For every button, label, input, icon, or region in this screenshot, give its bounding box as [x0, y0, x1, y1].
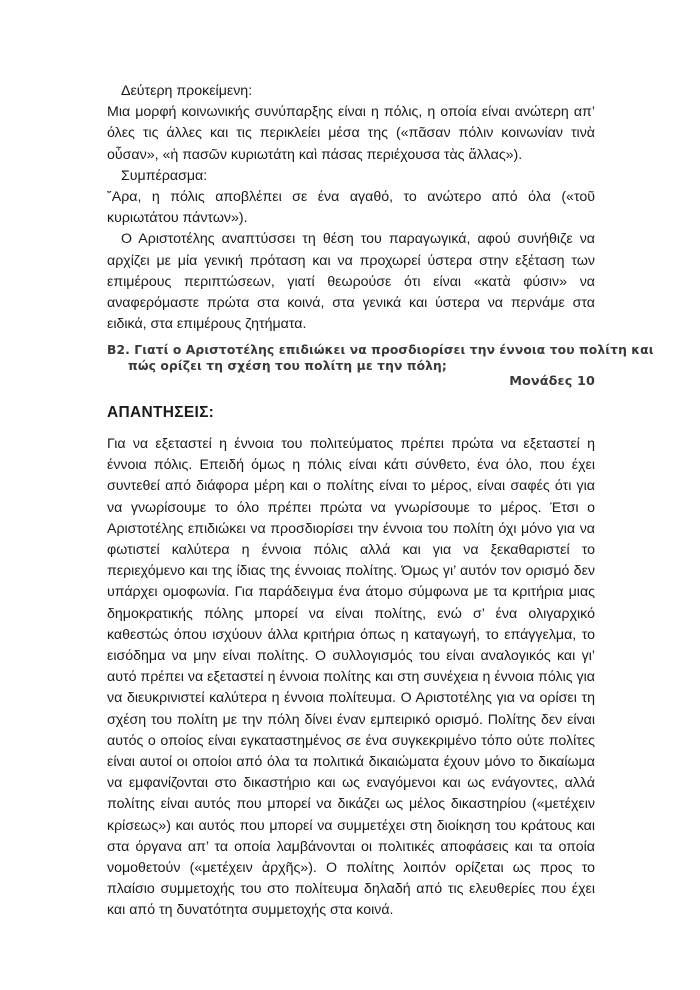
argument-section — [107, 81, 595, 335]
premise-two-label: Δεύτερη προκείμενη: — [121, 83, 253, 99]
method-paragraph: Ο Αριστοτέλης αναπτύσσει τη θέση του παραγωγικά, αφού συνήθιζε να αρχίζει με μία γενική πρόταση και να προχωρεί ύστερα στην εξέταση των επιμέρους περιπτώσεων, γιατί θεωρούσε ότι είναι «κατὰ φύσιν» να αναφερόμαστε πρώτα στα κοινά, στα γενικά και ύστερα να περνάμε στα ειδικά, στα επιμέρους ζητήματα. — [107, 231, 595, 333]
question-line-2: πώς ορίζει τη σχέση του πολίτη με την πόλη; — [128, 359, 447, 373]
conclusion-text: ῎Αρα, η πόλις αποβλέπει σε ένα αγαθό, το ανώτερο από όλα («τοῦ κυριωτάτου πάντων»). — [107, 189, 595, 227]
answers-heading: ΑΠΑΝΤΗΣΕΙΣ: — [107, 404, 215, 421]
answer-paragraph: Για να εξεταστεί η έννοια του πολιτεύματος πρέπει πρώτα να εξεταστεί η έννοια πόλις. Επειδή όμως η πόλις είναι κάτι σύνθετο, ένα όλο, που έχει συντεθεί από διάφορα μέρη και ο πολίτης είναι το μέρος, είναι σαφές ότι για να γνωρίσουμε το όλο πρέπει πρώτα να γνωρίσουμε το μέρος. Έτσι ο Αριστοτέλης επιδιώκει να προσδιορίσει την έννοια του πολίτη όχι μόνο για να φωτιστεί καλύτερα η έννοια πόλις αλλά και για να ξεκαθαριστεί το περιεχόμενο και της ίδιας της έννοιας πολίτης. Όμως γι’ αυτόν τον ορισμό δεν υπάρχει ομοφωνία. Για παράδειγμα ένα άτομο σύμφωνα με τα κριτήρια μιας δημοκρατικής πόλης μπορεί να είναι πολίτης, ενώ σ’ ένα ολιγαρχικό καθεστώς όπου ισχύουν άλλα κριτήρια όπως η καταγωγή, το επάγγελμα, το εισόδημα να μην είναι πολίτης. Ο συλλογισμός του είναι αναλογικός και γι’ αυτό πρέπει να εξεταστεί η έννοια πολίτης και στη συνέχεια η έννοια πόλις για να διευκρινιστεί καλύτερα η έννοια πολίτευμα. Ο Αριστοτέλης για να ορίσει τη σχέση του πολίτη με την πόλη δίνει έναν εμπειρικό ορισμό. Πολίτης δεν είναι αυτός ο οποίος είναι εγκαταστημένος σε ένα συγκεκριμένο τόπο ούτε πολίτες είναι αυτοί οι οποίοι από όλα τα πολιτικά δικαιώματα έχουν μόνο το δικαίωμα να εμφανίζονται στο δικαστήριο και ως εναγόμενοι και ως ενάγοντες, αλλά πολίτης είναι αυτός που μπορεί να δικάζει ως μέλος δικαστηρίου («μετέχειν κρίσεως») και αυτός που μπορεί να συμμετέχει στη διοίκηση του κράτους και στα όργανα απ’ τα οποία λαμβάνονται οι πολιτικές αποφάσεις και τα οποία νομοθετούν («μετέχειν ἀρχῆς»). Ο πολίτης λοιπόν ορίζεται ως προς το πλαίσιο συμμετοχής του στο πολίτευμα δηλαδή από τις ελευθερίες που έχει και από τη δυνατότητα συμμετοχής στα κοινά. — [107, 436, 595, 919]
conclusion-label: Συμπέρασμα: — [121, 167, 208, 184]
answer-section — [107, 434, 595, 922]
question-b2 — [107, 342, 654, 390]
question-line-1: Β2. Γιατί ο Αριστοτέλης επιδιώκει να προσδιορίσει την έννοια του πολίτη και — [107, 343, 654, 357]
premise-two-text: Μια μορφή κοινωνικής συνύπαρξης είναι η πόλις, η οποία είναι ανώτερη απ’ όλες τις άλλες και τις περικλείει μέσα της («πᾶσαν πόλιν κοινωνίαν τινὰ οὖσαν», «ἡ πασῶν κυριωτάτη καὶ πάσας περιέχουσα τὰς ἄλλας»). — [107, 104, 595, 163]
question-marks: Μονάδες 10 — [509, 374, 595, 389]
